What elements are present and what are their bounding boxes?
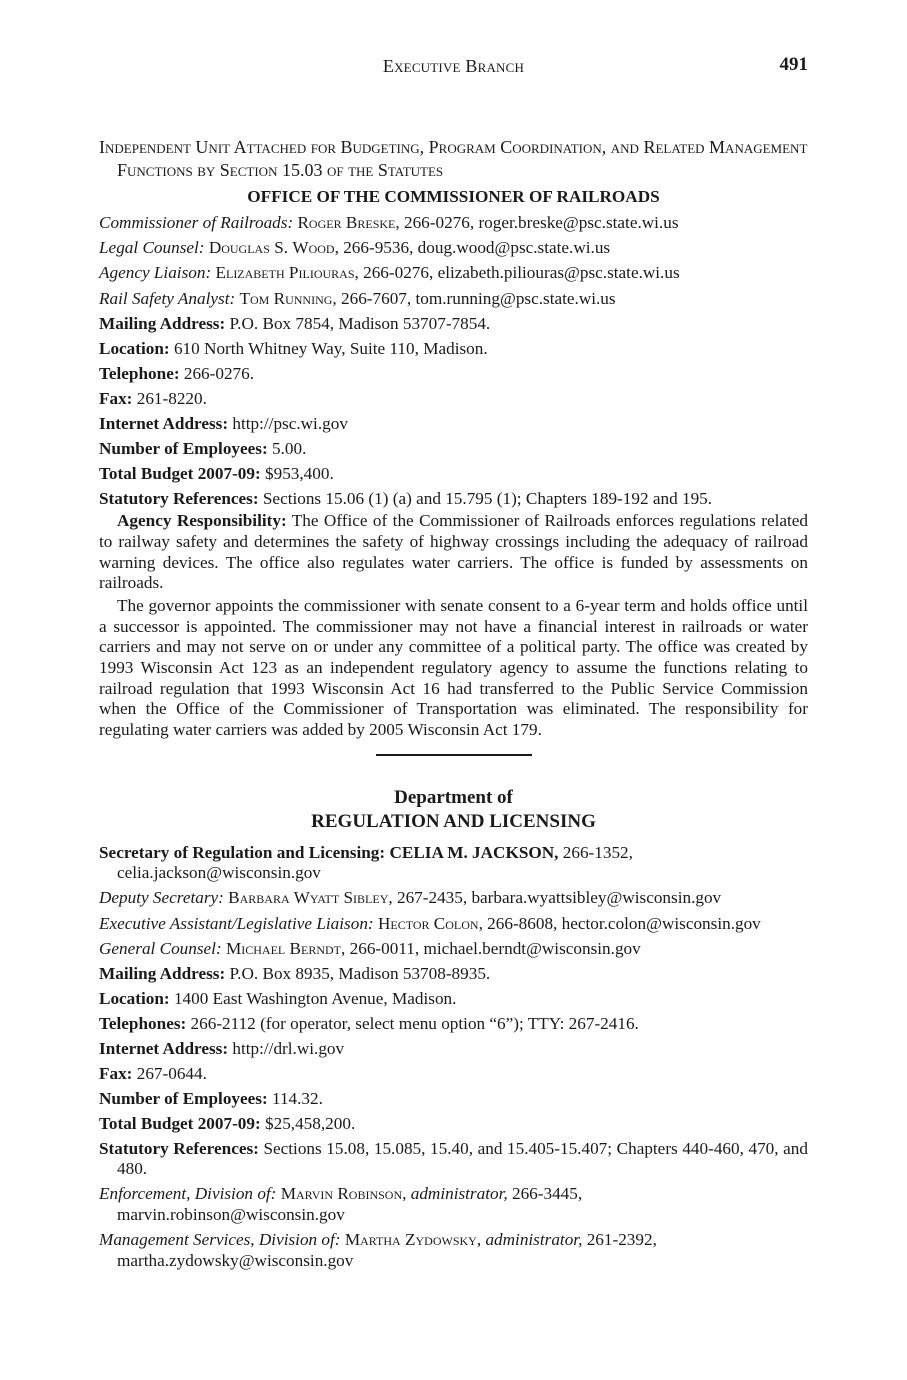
staff-name: Roger Breske bbox=[297, 213, 396, 233]
department-title-line1: Department of bbox=[394, 787, 513, 809]
field-label: Internet Address: bbox=[99, 413, 229, 433]
staff-title: Executive Assistant/Legislative Liaison: bbox=[99, 913, 374, 933]
field-label: Telephones: bbox=[99, 1013, 187, 1033]
field-value: http://drl.wi.gov bbox=[228, 1038, 345, 1058]
staff-name-initial: S. bbox=[269, 238, 293, 258]
staff-name: Douglas bbox=[208, 238, 270, 258]
location bbox=[99, 339, 808, 360]
field-label: Secretary of Regulation and Licensing: bbox=[99, 842, 386, 862]
staff-line bbox=[99, 289, 808, 310]
staff-name: Barbara Wyatt Sibley bbox=[228, 888, 389, 908]
field-value: P.O. Box 7854, Madison 53707-7854. bbox=[225, 313, 491, 333]
field-label: Location: bbox=[99, 338, 170, 358]
staff-contact: , 266-7607, tom.running@psc.state.wi.us bbox=[332, 288, 616, 308]
field-value: Sections 15.06 (1) (a) and 15.795 (1); Chapters 189-192 and 195. bbox=[258, 488, 713, 508]
field-label: Total Budget 2007-09: bbox=[99, 1113, 261, 1133]
staff-title: Commissioner of Railroads: bbox=[99, 213, 294, 233]
department-title bbox=[99, 786, 808, 832]
field-label: Mailing Address: bbox=[99, 313, 226, 333]
division-head-name: Martha Zydowsky bbox=[344, 1230, 477, 1250]
staff-contact: , 266-8608, hector.colon@wisconsin.gov bbox=[478, 913, 761, 933]
division-head-role: administrator, bbox=[485, 1230, 583, 1250]
field-value: $25,458,200. bbox=[260, 1113, 356, 1133]
field-label: Number of Employees: bbox=[99, 438, 268, 458]
office-title: OFFICE OF THE COMMISSIONER OF RAILROADS bbox=[247, 186, 660, 206]
number-of-employees bbox=[99, 439, 808, 460]
field-label: Agency Responsibility: bbox=[117, 511, 287, 531]
statutory-references bbox=[99, 489, 808, 510]
section-divider bbox=[376, 754, 532, 756]
field-label: Internet Address: bbox=[99, 1038, 229, 1058]
division-head-role: administrator, bbox=[410, 1184, 508, 1204]
staff-contact: , 266-9536, doug.wood@psc.state.wi.us bbox=[334, 238, 611, 258]
field-value: 610 North Whitney Way, Suite 110, Madison. bbox=[169, 338, 488, 358]
statutory-references bbox=[99, 1139, 808, 1180]
field-value: http://psc.wi.gov bbox=[228, 413, 348, 433]
field-label: Statutory References: bbox=[99, 488, 259, 508]
page-number: 491 bbox=[779, 54, 808, 75]
fax bbox=[99, 1064, 808, 1085]
unit-heading: Independent Unit Attached for Budgeting, Program Coordination, and Related Management Functions by Section 15.03 of the Statutes bbox=[99, 137, 808, 181]
field-value: $953,400. bbox=[260, 463, 334, 483]
staff-line bbox=[99, 263, 808, 284]
running-head bbox=[99, 56, 808, 80]
field-label: Fax: bbox=[99, 1063, 133, 1083]
staff-title: Rail Safety Analyst: bbox=[99, 288, 236, 308]
history-paragraph: The governor appoints the commissioner with senate consent to a 6-year term and holds office until a successor is appointed. The commissioner may not have a financial interest in railroads or water carriers and may not serve on or under any committee of a political party. The office was created by 1993 Wisconsin Act 123 as an independent regulatory agency to assume the functions relating to railroad regulation that 1993 Wisconsin Act 16 had transferred to the Public Service Commission when the Office of the Commissioner of Transportation was eliminated. The responsibility for regulating water carriers was added by 2005 Wisconsin Act 179. bbox=[99, 595, 808, 739]
field-value: 267-0644. bbox=[132, 1063, 207, 1083]
secretary-line bbox=[99, 843, 808, 884]
staff-line bbox=[99, 888, 808, 909]
mailing-address bbox=[99, 964, 808, 985]
telephone bbox=[99, 364, 808, 385]
staff-line bbox=[99, 213, 808, 234]
field-value: 114.32. bbox=[267, 1088, 323, 1108]
staff-title: General Counsel: bbox=[99, 938, 222, 958]
staff-contact: , 266-0276, elizabeth.piliouras@psc.state.wi.us bbox=[354, 263, 680, 283]
staff-title: Deputy Secretary: bbox=[99, 888, 224, 908]
running-head-title: Executive Branch bbox=[382, 56, 525, 76]
agency-responsibility bbox=[99, 511, 808, 594]
staff-name: Hector Colon bbox=[377, 913, 479, 933]
field-value: 261-8220. bbox=[132, 388, 207, 408]
staff-contact: , 266-0011, michael.berndt@wisconsin.gov bbox=[341, 938, 641, 958]
field-label: Total Budget 2007-09: bbox=[99, 463, 261, 483]
mailing-address bbox=[99, 314, 808, 335]
fax bbox=[99, 389, 808, 410]
staff-line bbox=[99, 238, 808, 259]
internet-address bbox=[99, 1039, 808, 1060]
division-line: Enforcement, Division of: Marvin Robinson, administrator, 266-3445, marvin.robinson@wisconsin.gov bbox=[99, 1184, 583, 1225]
internet-address bbox=[99, 414, 808, 435]
staff-title: Agency Liaison: bbox=[99, 263, 212, 283]
number-of-employees bbox=[99, 1089, 808, 1110]
staff-line bbox=[99, 939, 808, 960]
division-head-name: Marvin Robinson bbox=[280, 1184, 403, 1204]
staff-name: Elizabeth Piliouras bbox=[215, 263, 355, 283]
staff-line bbox=[99, 914, 808, 935]
total-budget bbox=[99, 464, 808, 485]
field-label: Number of Employees: bbox=[99, 1088, 268, 1108]
field-value: 266-0276. bbox=[179, 363, 255, 383]
page-content bbox=[99, 136, 808, 1276]
paragraph-text: The Office of the Commissioner of Railroads enforces regulations related to railway safety and determines the safety of highway crossings including the adequacy of railroad warning devices. The office also regulates water carriers. The office is funded by assessments on railroads. bbox=[99, 511, 808, 593]
total-budget bbox=[99, 1114, 808, 1135]
field-label: Telephone: bbox=[99, 363, 180, 383]
telephones bbox=[99, 1014, 808, 1035]
staff-title: Legal Counsel: bbox=[99, 238, 205, 258]
division-title: Management Services, Division of: bbox=[99, 1230, 341, 1250]
staff-name: Tom Running bbox=[239, 288, 333, 308]
staff-contact: , 267-2435, barbara.wyattsibley@wisconsin.gov bbox=[388, 888, 722, 908]
field-label: Mailing Address: bbox=[99, 963, 226, 983]
field-value: 1400 East Washington Avenue, Madison. bbox=[169, 988, 457, 1008]
division-line: Management Services, Division of: Martha Zydowsky, administrator, 261-2392, martha.zydowsky@wisconsin.gov bbox=[99, 1230, 657, 1270]
secretary-name: CELIA M. JACKSON, bbox=[385, 842, 559, 862]
department-title-line2: REGULATION AND LICENSING bbox=[311, 810, 596, 832]
field-label: Statutory References: bbox=[99, 1138, 259, 1158]
staff-name: Michael Berndt bbox=[225, 938, 342, 958]
field-value: Sections 15.08, 15.085, 15.40, and 15.405-15.407; Chapters 440-460, 470, and 480. bbox=[117, 1138, 808, 1179]
field-label: Fax: bbox=[99, 388, 133, 408]
field-value: 266-2112 (for operator, select menu option “6”); TTY: 267-2416. bbox=[186, 1013, 639, 1033]
location bbox=[99, 989, 808, 1010]
division-contact: 261-2392, martha.zydowsky@wisconsin.gov bbox=[117, 1230, 657, 1270]
division-contact: 266-3445, marvin.robinson@wisconsin.gov bbox=[117, 1184, 583, 1225]
field-value: P.O. Box 8935, Madison 53708-8935. bbox=[225, 963, 491, 983]
field-value: 5.00. bbox=[267, 438, 307, 458]
staff-name-last: Wood bbox=[292, 238, 335, 258]
secretary-contact: 266-1352, celia.jackson@wisconsin.gov bbox=[117, 842, 633, 883]
field-label: Location: bbox=[99, 988, 170, 1008]
staff-contact: , 266-0276, roger.breske@psc.state.wi.us bbox=[395, 213, 679, 233]
division-title: Enforcement, Division of: bbox=[99, 1184, 277, 1204]
